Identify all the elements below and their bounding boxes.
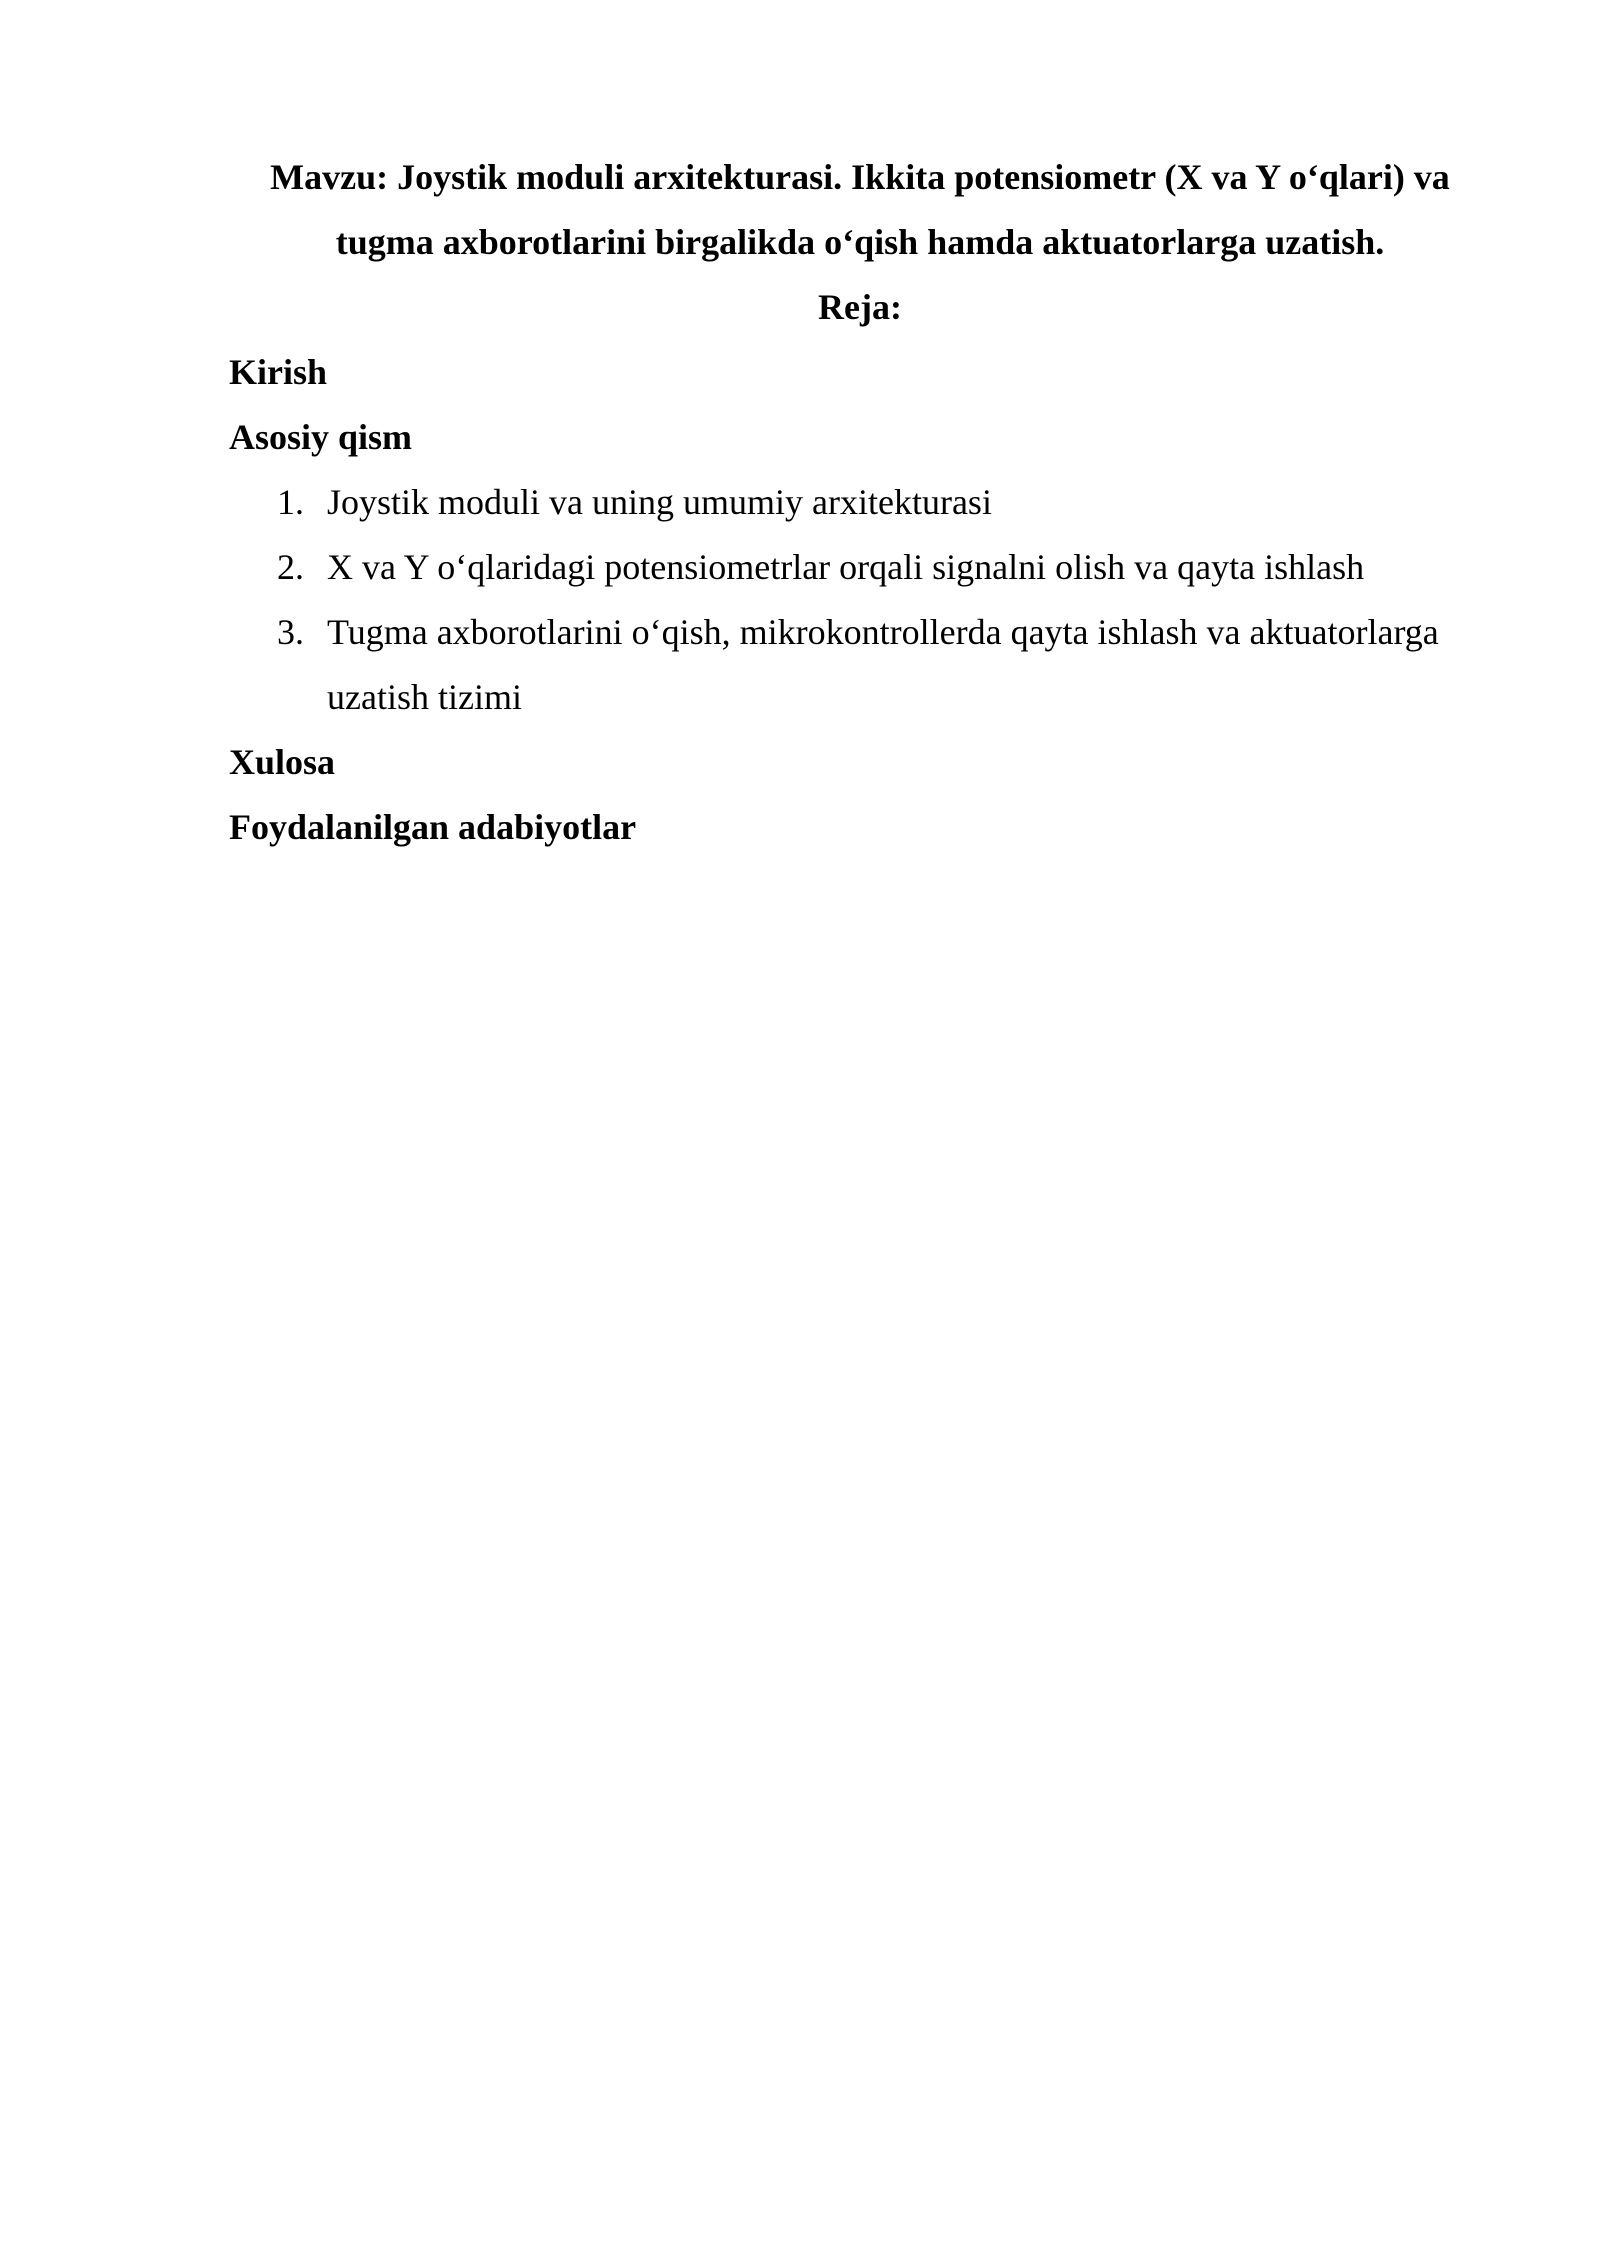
plan-heading: Reja: [818,287,902,327]
plan-item [229,535,1491,600]
section-conclusion: Xulosa [229,742,336,782]
plan-item-number: 2. [277,547,304,587]
plan-item-text: Joystik moduli va uning umumiy arxitekturasi [327,482,992,522]
plan-item-number: 3. [277,612,304,652]
section-intro: Kirish [229,352,328,392]
plan-item-number: 1. [277,482,304,522]
plan-list [229,470,1491,730]
section-references: Foydalanilgan adabiyotlar [229,807,637,847]
plan-item-text: Tugma axborotlarini o‘qish, mikrokontrollerda qayta ishlash va aktuatorlarga uzatish tizimi [327,612,1439,717]
plan-item [229,470,1491,535]
section-main-part: Asosiy qism [229,417,413,457]
document-title: Mavzu: Joystik moduli arxitekturasi. Ikkita potensiometr (X va Y o‘qlari) va tugma axborotlarini birgalikda o‘qish hamda aktuatorlarga uzatish. [270,157,1450,262]
plan-item [229,600,1491,730]
plan-item-text: X va Y o‘qlaridagi potensiometrlar orqali signalni olish va qayta ishlash [327,547,1365,587]
document-content [229,145,1491,860]
